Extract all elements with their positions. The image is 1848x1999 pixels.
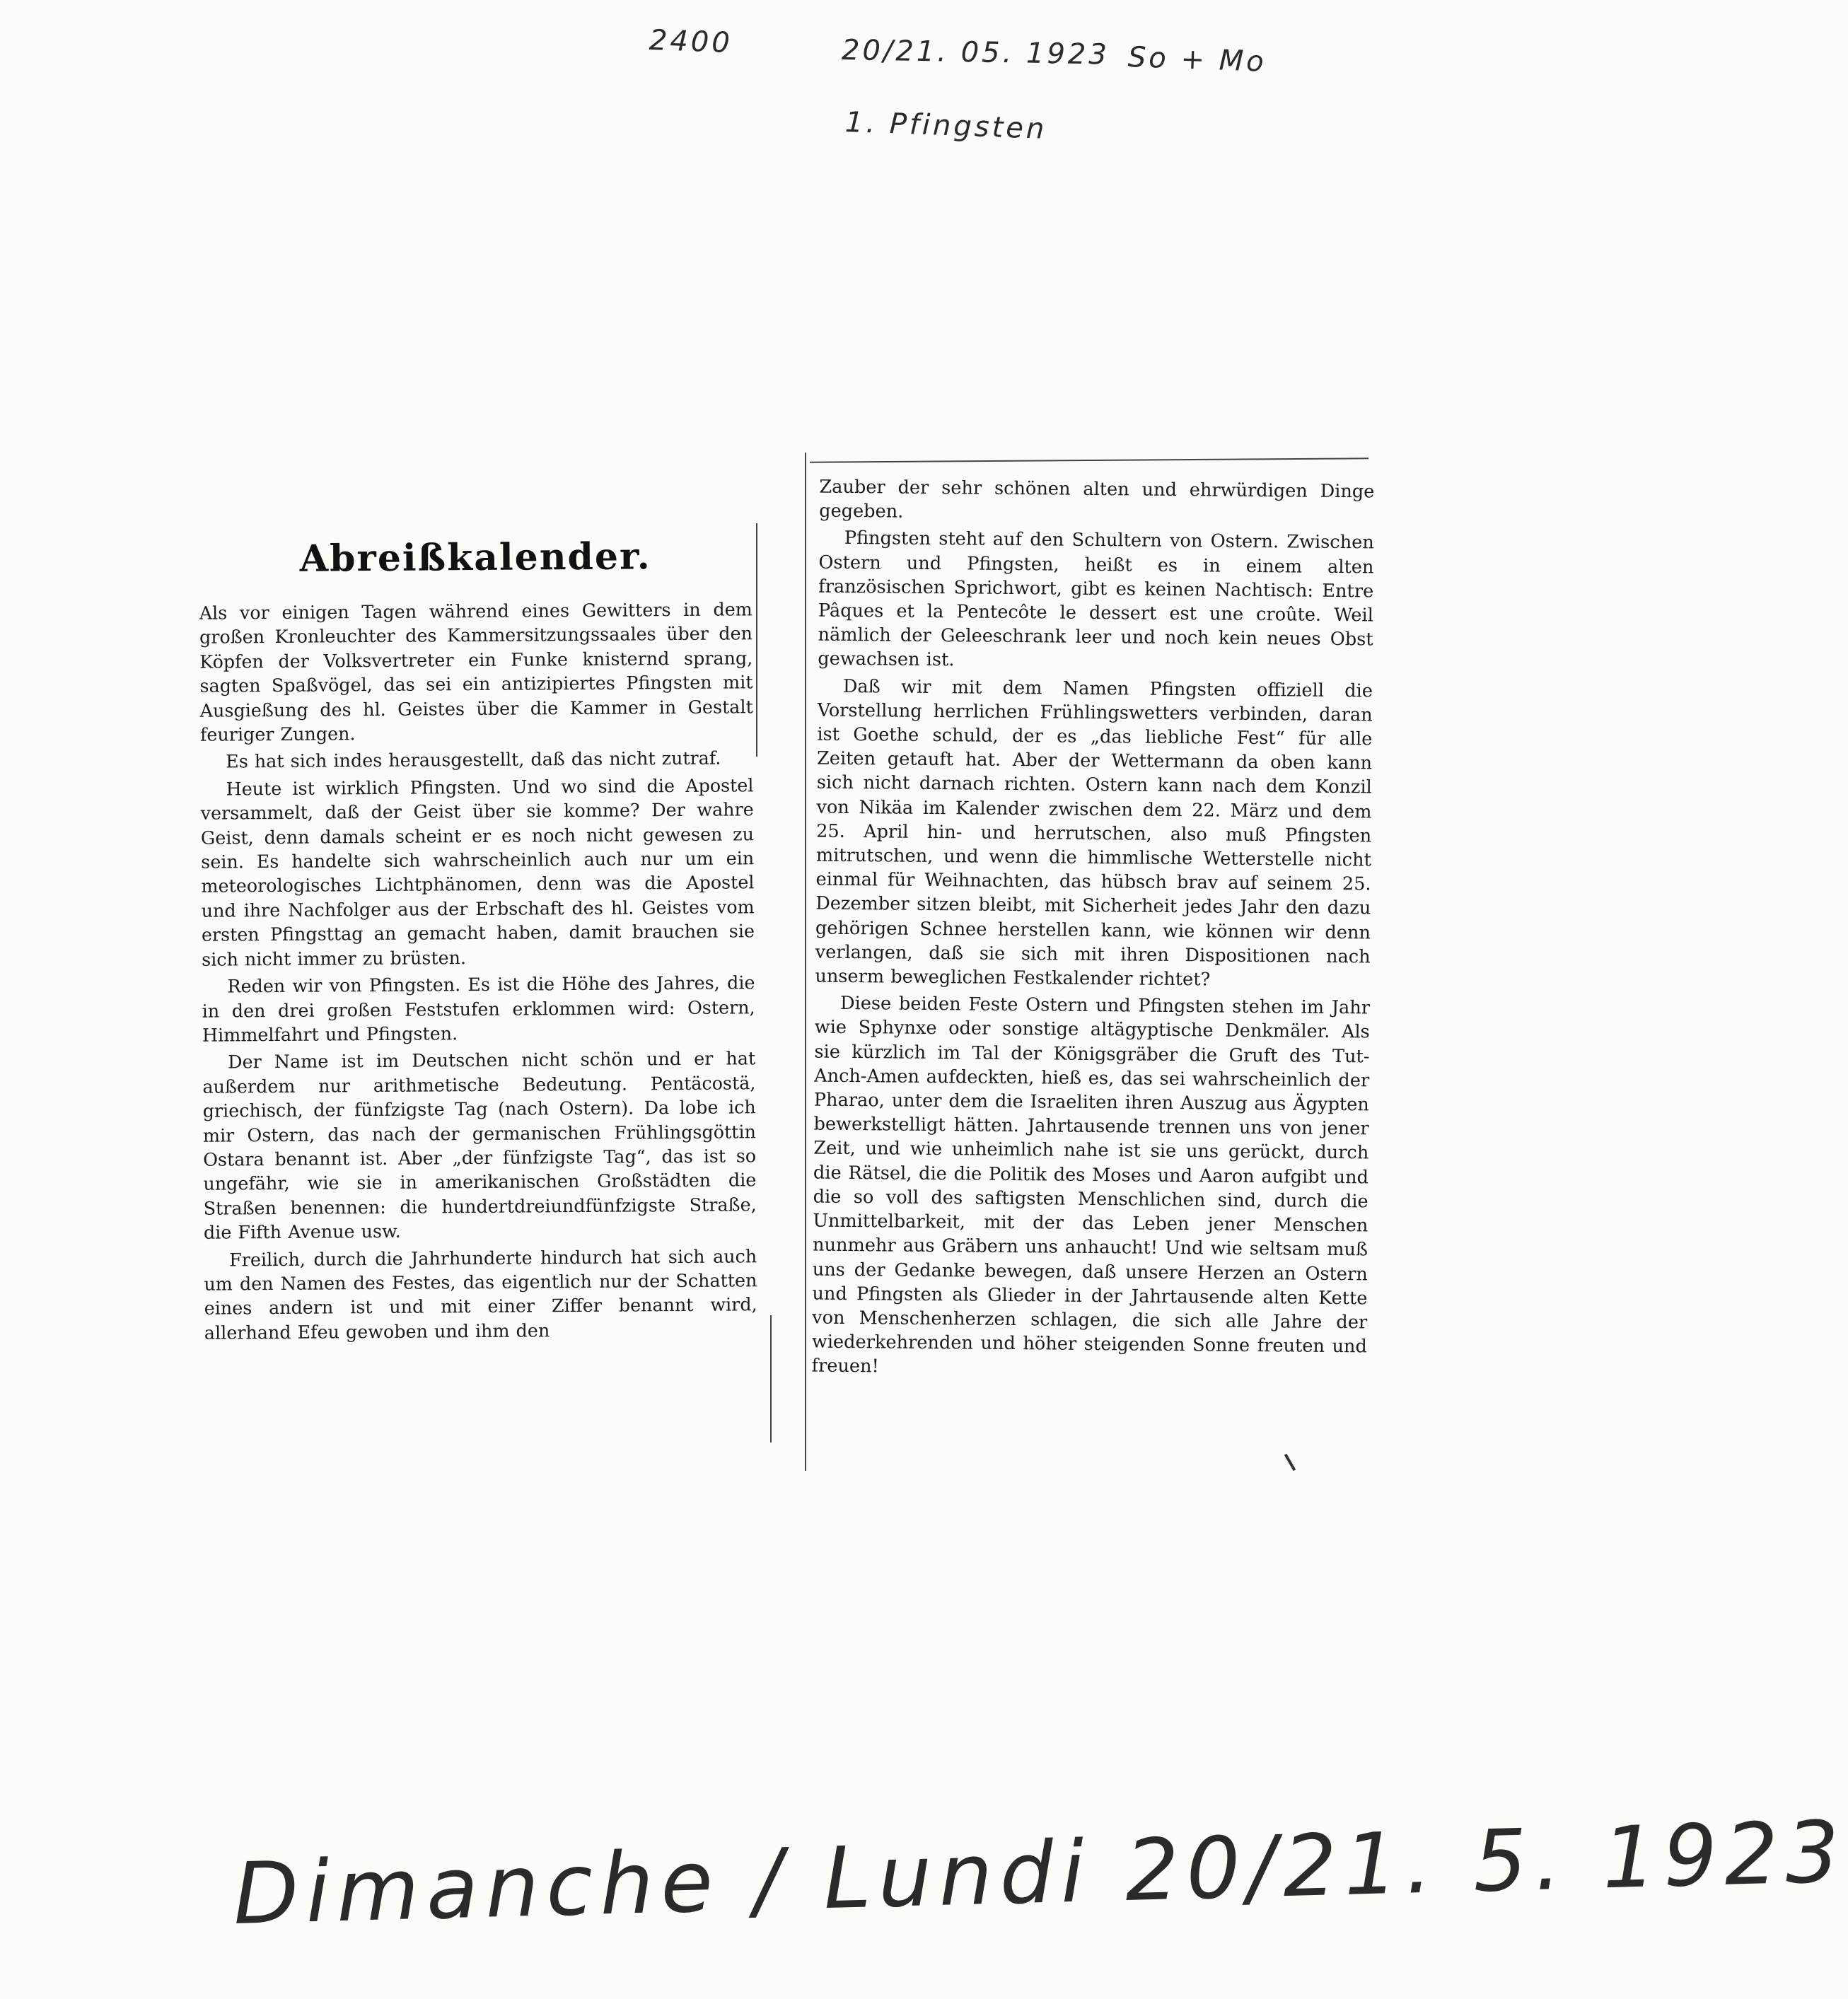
article-paragraph: Heute ist wirklich Pfingsten. Und wo sind die Apostel versammelt, daß der Geist über sie komme? Der wahre Geist, denn damals scheint er es noch nicht gewesen zu sein. Es handelte sich wahrscheinlich auch nur um ein meteorologisches Lichtphänomen, denn was die Apostel und ihre Nachfolger aus der Erbschaft des hl. Geistes vom ersten Pfingsttag an gemacht haben, damit brauchen sie sich nicht immer zu brüsten.: [200, 774, 755, 970]
footer-date-annotation: Dimanche / Lundi 20/21. 5. 1923: [232, 1803, 1848, 1944]
article-paragraph: Der Name ist im Deutschen nicht schön und er hat außerdem nur arithmetische Bedeutung. Pentäcostä, griechisch, der fünfzigste Tag (nach Ostern). Da lobe ich mir Ostern, das nach der germanischen Frühlingsgöttin Ostara benannt ist. Aber „der fünfzigste Tag“, das ist so ungefähr, wie sie in amerikanischen Großstädten die Straßen benennen: die hundertdreiundfünfzigste Straße, die Fifth Avenue usw.: [202, 1047, 757, 1243]
column-divider: [756, 523, 757, 757]
article-paragraph: Daß wir mit dem Namen Pfingsten offiziell die Vorstellung herrlichen Frühlingswetters verbinden, daran ist Goethe schuld, der es „das liebliche Fest“ für alle Zeiten getauft hat. Aber der Wettermann da oben kann sich nicht darnach richten. Ostern kann nach dem Konzil von Nikäa im Kalender zwischen dem 22. März und dem 25. April hin- und herrutschen, also muß Pfingsten mitrutschen, und wenn die himmlische Wetterstelle nicht einmal für Weihnachten, das hübsch brav auf seinem 25. Dezember sitzen bleibt, mit Sicherheit jedes Jahr den dazu gehörigen Schnee herstellen kann, wie können wir denn verlangen, daß sie sich mit ihren Dispositionen nach unserm beweglichen Festkalender richtet?: [815, 675, 1373, 991]
column-divider: [805, 453, 806, 1471]
article-left-column: [199, 534, 757, 1345]
archive-number: 2400: [649, 24, 733, 60]
article-paragraph: Zauber der sehr schönen alten und ehrwürdigen Dinge gegeben.: [819, 476, 1375, 523]
column-divider: [770, 1315, 772, 1443]
article-paragraph: Reden wir von Pfingsten. Es ist die Höhe des Jahres, die in den drei großen Feststufen erklommen wird: Ostern, Himmelfahrt und Pfingsten.: [202, 972, 755, 1046]
end-mark: [1284, 1454, 1296, 1471]
top-rule: [810, 458, 1368, 463]
article-paragraph: Freilich, durch die Jahrhunderte hindurch hat sich auch um den Namen des Festes, das eigentlich nur der Schatten eines andern ist und mit einer Ziffer benannt wird, allerhand Efeu gewoben und ihm den: [204, 1245, 757, 1344]
article-paragraph: Pfingsten steht auf den Schultern von Ostern. Zwischen Ostern und Pfingsten, heißt es in einem alten französischen Sprichwort, gibt es keinen Nachtisch: Entre Pâques et la Pentecôte le dessert est une croûte. Weil nämlich der Geleeschrank leer und noch kein neues Obst gewachsen ist.: [818, 528, 1374, 671]
article-right-column: [811, 475, 1374, 1383]
annotation-date: 20/21. 05. 1923: [841, 34, 1110, 71]
article-paragraph: Diese beiden Feste Ostern und Pfingsten stehen im Jahr wie Sphynxe oder sonstige altägyptische Denkmäler. Als sie kürzlich im Tal der Königsgräber die Gruft des Tut-Anch-Amen aufdeckten, hieß es, das sei wahrscheinlich der Pharao, unter dem die Israeliten ihren Auszug aus Ägypten bewerkstelligt hätten. Jahrtausende trennen uns von jener Zeit, und wie unheimlich nahe ist sie uns gerückt, durch die Rätsel, die die Politik des Moses und Aaron aufgibt und die so voll des saftigsten Menschlichen sind, durch die Unmittelbarkeit, mit der das Leben jener Menschen nunmehr aus Gräbern uns anhaucht! Und wie seltsam muß uns der Gedanke bewegen, daß unsere Herzen an Ostern und Pfingsten als Glieder in der Jahrtausende alten Kette von Menschenherzen schlagen, die sich alle Jahre der wiederkehrenden und höher steigenden Sonne freuten und freuen!: [811, 993, 1371, 1377]
article-paragraph: Als vor einigen Tagen während eines Gewitters in dem großen Kronleuchter des Kammersitzungssaales über den Köpfen der Volksvertreter ein Funke knisternd sprang, sagten Spaßvögel, das sei ein antizipiertes Pfingsten mit Ausgießung des hl. Geistes über die Kammer in Gestalt feuriger Zungen.: [199, 598, 753, 745]
article-paragraph: Es hat sich indes herausgestellt, daß das nicht zutraf.: [226, 747, 721, 772]
annotation-occasion: 1. Pfingsten: [844, 106, 1048, 146]
article-title: Abreißkalender.: [299, 535, 651, 581]
annotation-days: So + Mo: [1127, 41, 1267, 78]
